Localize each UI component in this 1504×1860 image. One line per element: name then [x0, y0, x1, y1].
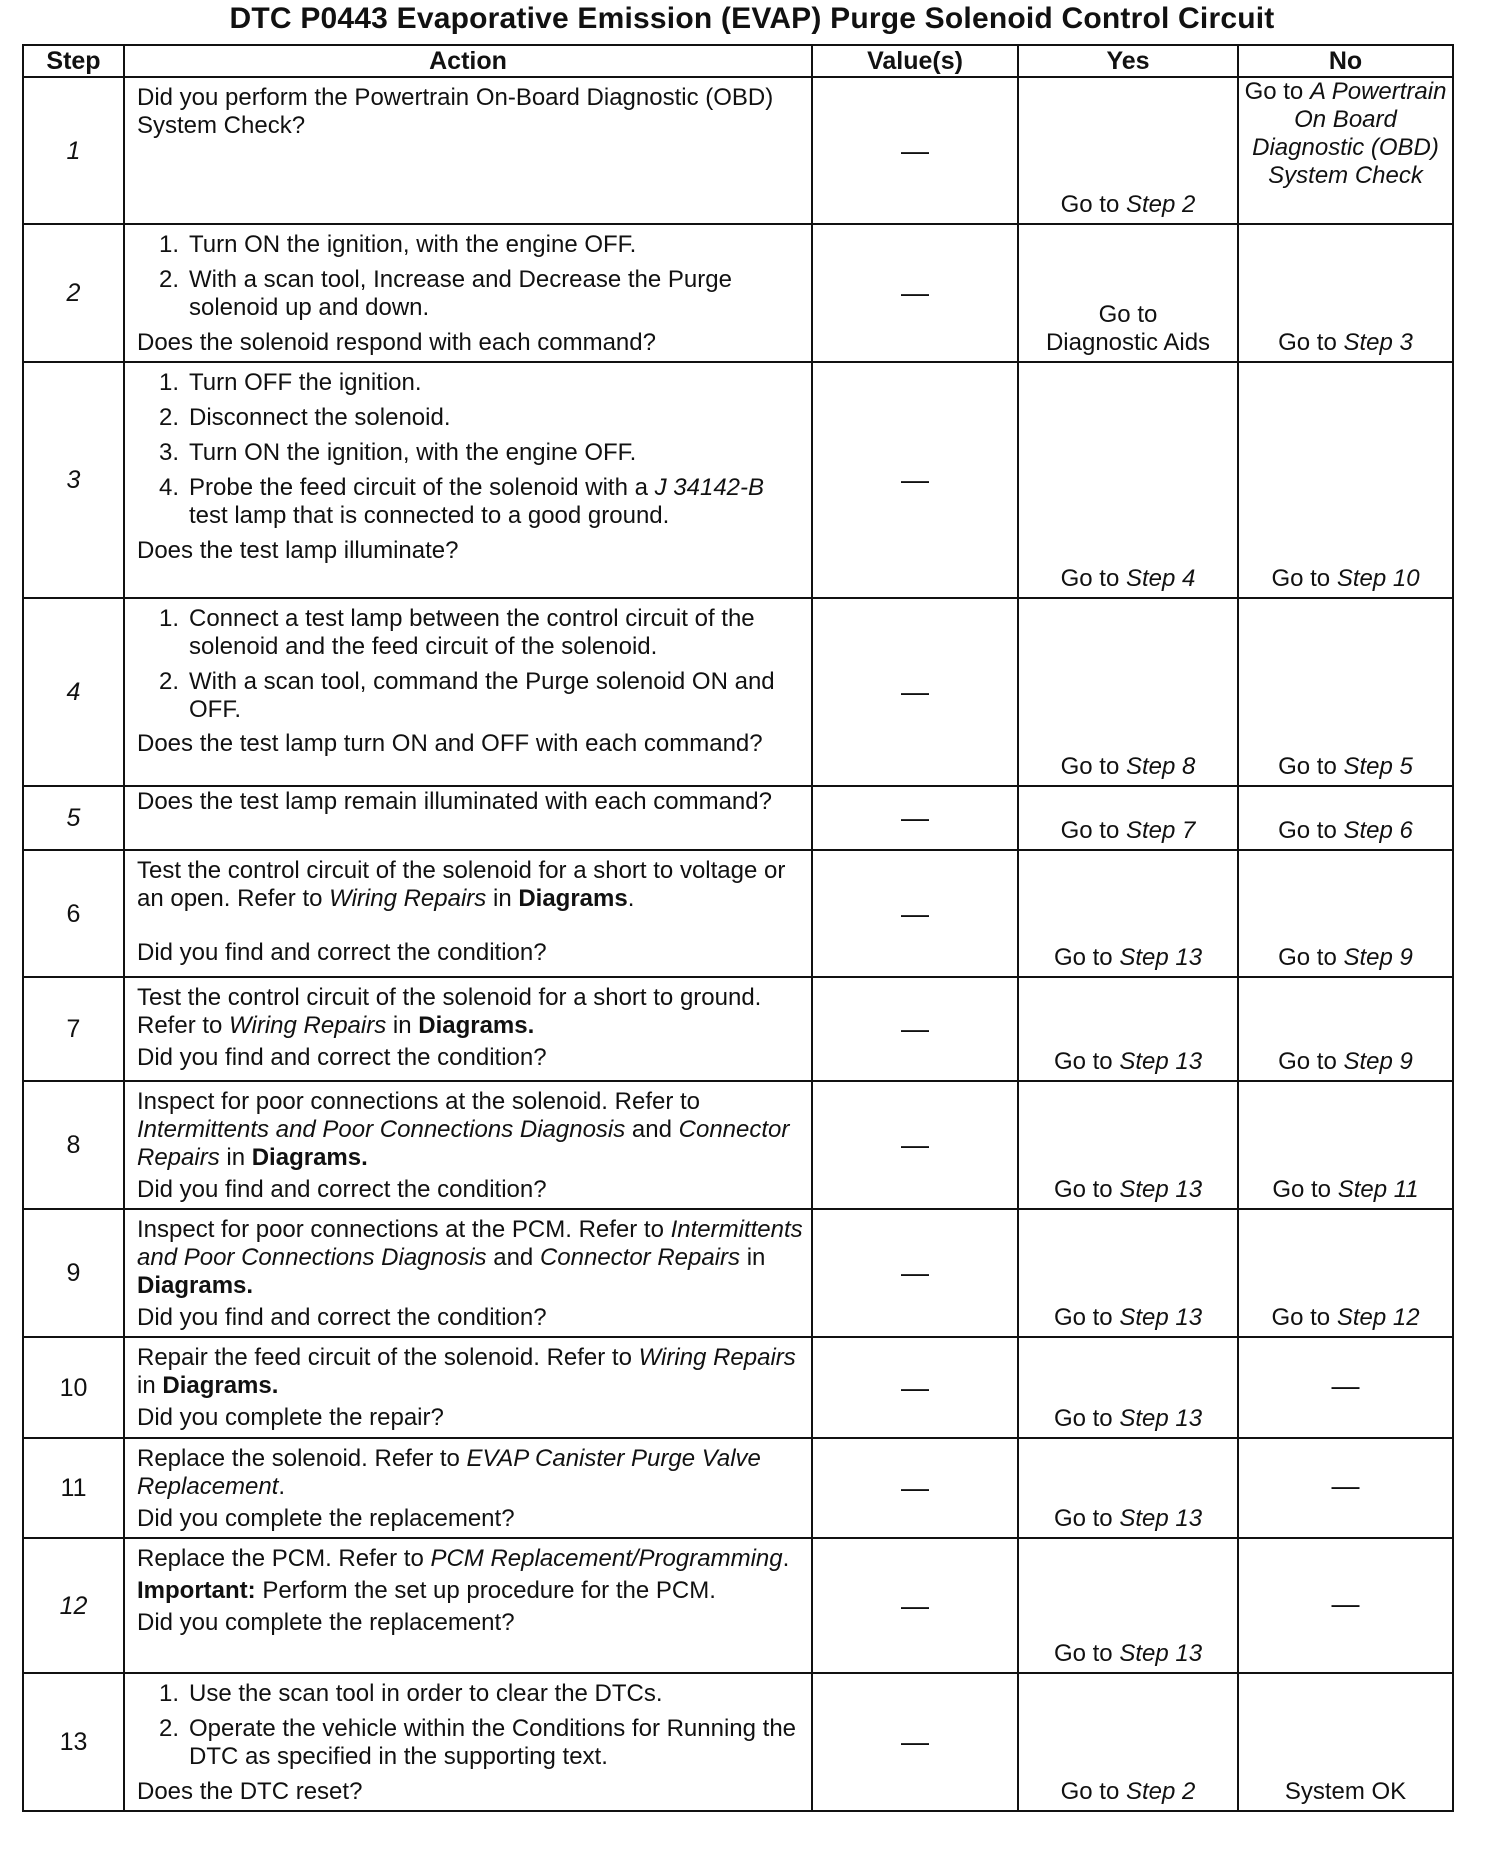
value-cell: — [812, 850, 1018, 977]
value-cell: — [812, 77, 1018, 224]
reference-link[interactable]: PCM Replacement/Programming [430, 1545, 783, 1572]
action-cell [124, 1673, 812, 1811]
no-cell: System OK [1238, 1673, 1453, 1811]
list-item: 3. Turn ON the ignition, with the engine OFF. [158, 439, 637, 466]
action-cell [124, 77, 812, 224]
action-text: Repair the feed circuit of the solenoid. Refer to Wiring Repairs in Diagrams. [137, 1344, 796, 1399]
header-row [23, 45, 1453, 77]
no-prefix: Go to [1271, 1304, 1337, 1331]
table-row [23, 598, 1453, 786]
yes-prefix: Go to [1060, 191, 1126, 218]
value-cell: — [812, 1538, 1018, 1673]
list-item: 2. Disconnect the solenoid. [158, 404, 451, 431]
yes-link[interactable]: Step 13 [1119, 1176, 1203, 1203]
step-number: 13 [23, 1673, 124, 1811]
header-values: Value(s) [812, 45, 1018, 77]
step-number: 7 [23, 977, 124, 1081]
yes-prefix: Go to [1053, 1640, 1120, 1667]
no-link[interactable]: Step 10 [1336, 565, 1420, 592]
tool-ref: J 34142-B [654, 474, 765, 501]
yes-cell [1018, 362, 1238, 598]
action-question: Did you find and correct the condition? [137, 1044, 547, 1071]
action-question: Did you find and correct the condition? [137, 1176, 547, 1203]
table-row [23, 850, 1453, 977]
no-prefix: Go to [1244, 78, 1310, 105]
action-question: Does the test lamp illuminate? [137, 537, 459, 564]
reference-link[interactable]: Intermittents and Poor Connections Diagnosis [137, 1116, 626, 1143]
action-question: Does the test lamp remain illuminated with each command? [137, 788, 772, 815]
step-number: 10 [23, 1337, 124, 1438]
list-item: 2. With a scan tool, command the Purge solenoid ON and OFF. [158, 668, 775, 723]
yes-cell [1018, 1538, 1238, 1673]
yes-cell [1018, 977, 1238, 1081]
yes-prefix: Go to [1053, 1048, 1120, 1075]
action-question: Did you complete the replacement? [137, 1505, 515, 1532]
no-link[interactable]: Step 3 [1343, 329, 1413, 356]
list-item: 2. With a scan tool, Increase and Decrease the Purge solenoid up and down. [158, 266, 732, 321]
value-cell: — [812, 362, 1018, 598]
table-row [23, 77, 1453, 224]
yes-cell [1018, 224, 1238, 362]
list-item: 1. Use the scan tool in order to clear the DTCs. [158, 1680, 663, 1707]
no-cell [1238, 362, 1453, 598]
no-link[interactable]: Step 5 [1343, 753, 1413, 780]
no-link[interactable]: Step 9 [1343, 944, 1413, 971]
yes-link[interactable]: Step 13 [1119, 1405, 1203, 1432]
no-link[interactable]: Step 9 [1343, 1048, 1413, 1075]
yes-cell [1018, 1209, 1238, 1337]
yes-cell [1018, 1081, 1238, 1209]
action-text: Test the control circuit of the solenoid for a short to ground. Refer to Wiring Repairs in Diagrams. [137, 984, 762, 1039]
step-number: 5 [23, 786, 124, 850]
action-question: Does the test lamp turn ON and OFF with each command? [137, 730, 763, 757]
yes-link[interactable]: Step 13 [1119, 1640, 1203, 1667]
page-title: DTC P0443 Evaporative Emission (EVAP) Purge Solenoid Control Circuit [229, 2, 1275, 35]
table-row [23, 224, 1453, 362]
value-cell: — [812, 1081, 1018, 1209]
table-row [23, 1673, 1453, 1811]
yes-prefix: Go to [1053, 1176, 1120, 1203]
step-number: 3 [23, 362, 124, 598]
yes-prefix: Go to [1053, 1304, 1120, 1331]
yes-link[interactable]: Step 2 [1125, 1778, 1196, 1805]
action-list [137, 369, 803, 530]
reference-link[interactable]: EVAP Canister Purge Valve Replacement [137, 1445, 761, 1500]
yes-link[interactable]: Step 13 [1119, 1505, 1203, 1532]
no-prefix: Go to [1278, 944, 1344, 971]
no-link[interactable]: Step 6 [1343, 817, 1413, 844]
no-cell [1238, 598, 1453, 786]
no-prefix: Go to [1271, 565, 1337, 592]
yes-prefix: Go to [1060, 1778, 1126, 1805]
step-number: 8 [23, 1081, 124, 1209]
action-cell [124, 1538, 812, 1673]
value-cell: — [812, 977, 1018, 1081]
yes-line1: Go to [1098, 301, 1158, 328]
action-text: Test the control circuit of the solenoid for a short to voltage or an open. Refer to Wiring Repairs in Diagrams. [137, 857, 786, 912]
list-item: 2. Operate the vehicle within the Conditions for Running the DTC as specified in the supporting text. [158, 1715, 797, 1770]
reference-link[interactable]: Wiring Repairs [329, 885, 487, 912]
yes-prefix: Go to [1060, 817, 1126, 844]
no-link[interactable]: Step 11 [1337, 1176, 1419, 1203]
no-cell: — [1238, 1538, 1453, 1673]
value-cell: — [812, 224, 1018, 362]
action-cell [124, 850, 812, 977]
no-cell [1238, 850, 1453, 977]
step-number: 12 [23, 1538, 124, 1673]
value-cell: — [812, 598, 1018, 786]
yes-prefix: Go to [1053, 1505, 1120, 1532]
table-row [23, 1081, 1453, 1209]
yes-prefix: Go to [1060, 753, 1126, 780]
no-prefix: Go to [1278, 753, 1344, 780]
table-row [23, 1209, 1453, 1337]
header-yes: Yes [1018, 45, 1238, 77]
list-item: 1. Connect a test lamp between the control circuit of the solenoid and the feed circuit of the solenoid. [158, 605, 755, 660]
yes-link[interactable]: Step 13 [1119, 944, 1203, 971]
important-note: Important: Perform the set up procedure for the PCM. [137, 1577, 716, 1604]
yes-cell [1018, 1673, 1238, 1811]
value-cell: — [812, 1673, 1018, 1811]
value-cell: — [812, 1209, 1018, 1337]
no-cell [1238, 786, 1453, 850]
yes-link[interactable]: Diagnostic Aids [1045, 329, 1211, 356]
action-question: Did you find and correct the condition? [137, 939, 547, 966]
action-cell [124, 786, 812, 850]
yes-link[interactable]: Step 13 [1119, 1304, 1203, 1331]
action-cell [124, 598, 812, 786]
action-cell [124, 977, 812, 1081]
action-cell [124, 362, 812, 598]
yes-link[interactable]: Step 7 [1125, 817, 1196, 844]
action-text: Did you perform the Powertrain On-Board Diagnostic (OBD) System Check? [137, 84, 774, 139]
no-cell [1238, 77, 1453, 224]
yes-cell [1018, 1337, 1238, 1438]
action-list [137, 1680, 803, 1771]
value-cell: — [812, 1337, 1018, 1438]
yes-cell [1018, 786, 1238, 850]
section-ref: Diagrams. [162, 1372, 279, 1399]
action-question: Did you complete the replacement? [137, 1609, 515, 1636]
no-cell: — [1238, 1337, 1453, 1438]
diagnostic-table [22, 44, 1454, 1812]
no-cell [1238, 977, 1453, 1081]
step-number: 2 [23, 224, 124, 362]
section-ref: Diagrams [518, 885, 628, 912]
section-ref: Diagrams. [418, 1012, 535, 1039]
action-question: Did you find and correct the condition? [137, 1304, 547, 1331]
yes-cell [1018, 77, 1238, 224]
list-item: 1. Turn OFF the ignition. [158, 369, 422, 396]
action-cell [124, 1438, 812, 1538]
table-row [23, 1538, 1453, 1673]
action-question: Did you complete the repair? [137, 1404, 444, 1431]
yes-prefix: Go to [1053, 944, 1120, 971]
header-action: Action [124, 45, 812, 77]
section-ref: Diagrams. [137, 1272, 254, 1299]
yes-cell [1018, 598, 1238, 786]
step-number: 11 [23, 1438, 124, 1538]
reference-link[interactable]: Wiring Repairs [229, 1012, 387, 1039]
no-link[interactable]: Step 12 [1336, 1304, 1420, 1331]
table-row [23, 1337, 1453, 1438]
value-cell: — [812, 786, 1018, 850]
no-prefix: Go to [1278, 1048, 1344, 1075]
table-row [23, 786, 1453, 850]
no-prefix: Go to [1278, 817, 1344, 844]
step-number: 9 [23, 1209, 124, 1337]
reference-link[interactable]: Wiring Repairs [638, 1344, 796, 1371]
no-prefix: Go to [1272, 1176, 1338, 1203]
section-ref: Diagrams. [251, 1144, 368, 1171]
yes-link[interactable]: Step 4 [1125, 565, 1196, 592]
yes-cell [1018, 1438, 1238, 1538]
header-step: Step [23, 45, 124, 77]
no-cell [1238, 1209, 1453, 1337]
reference-link[interactable]: Connector Repairs [539, 1244, 741, 1271]
action-text: Replace the PCM. Refer to PCM Replacement/Programming. [137, 1545, 790, 1572]
table-row [23, 1438, 1453, 1538]
list-item: 1. Turn ON the ignition, with the engine OFF. [158, 231, 637, 258]
no-cell [1238, 224, 1453, 362]
yes-link[interactable]: Step 13 [1119, 1048, 1203, 1075]
list-item: 4. Probe the feed circuit of the solenoid with a J 34142-B test lamp that is connected to a good ground. [158, 474, 765, 529]
table-row [23, 977, 1453, 1081]
yes-link[interactable]: Step 8 [1125, 753, 1196, 780]
no-link[interactable]: A Powertrain On Board Diagnostic (OBD) System Check [1252, 78, 1447, 189]
no-cell [1238, 1081, 1453, 1209]
header-no: No [1238, 45, 1453, 77]
action-cell [124, 224, 812, 362]
important-label: Important: [137, 1577, 256, 1604]
yes-prefix: Go to [1060, 565, 1126, 592]
action-cell [124, 1081, 812, 1209]
action-cell [124, 1337, 812, 1438]
table-row [23, 362, 1453, 598]
action-text: Inspect for poor connections at the PCM. Refer to Intermittents and Poor Connections Diagnosis and Connector Repairs in Diagrams. [137, 1216, 803, 1299]
no-prefix: Go to [1278, 329, 1344, 356]
yes-prefix: Go to [1053, 1405, 1120, 1432]
action-list [137, 605, 803, 724]
action-text: Replace the solenoid. Refer to EVAP Canister Purge Valve Replacement. [137, 1445, 761, 1500]
no-cell: — [1238, 1438, 1453, 1538]
action-question: Does the solenoid respond with each command? [137, 329, 656, 356]
step-number: 6 [23, 850, 124, 977]
yes-cell [1018, 850, 1238, 977]
action-question: Does the DTC reset? [137, 1778, 363, 1805]
reference-link[interactable]: Connector Repairs [137, 1116, 790, 1171]
action-text: Inspect for poor connections at the solenoid. Refer to Intermittents and Poor Connections Diagnosis and Connector Repairs in Diagrams. [137, 1088, 790, 1171]
reference-link[interactable]: Intermittents and Poor Connections Diagnosis [137, 1216, 803, 1271]
step-number: 1 [23, 77, 124, 224]
action-list [137, 231, 803, 322]
action-cell [124, 1209, 812, 1337]
yes-link[interactable]: Step 2 [1125, 191, 1196, 218]
step-number: 4 [23, 598, 124, 786]
value-cell: — [812, 1438, 1018, 1538]
